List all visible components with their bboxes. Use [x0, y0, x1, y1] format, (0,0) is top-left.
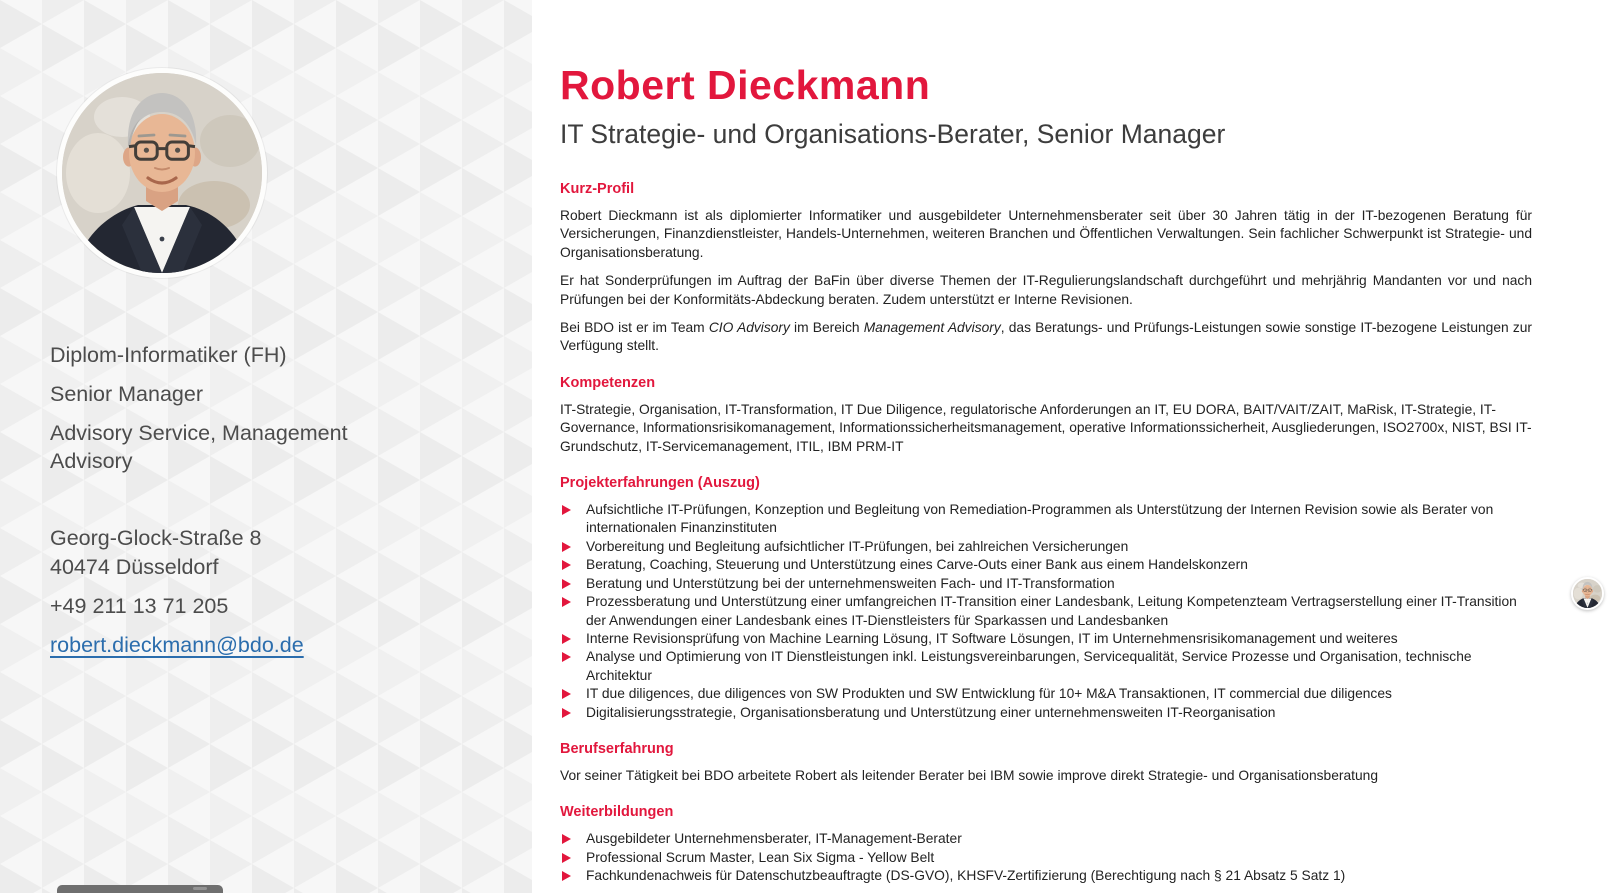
pattern-triangle-icon	[378, 264, 420, 312]
pattern-triangle-icon	[84, 480, 126, 528]
contact-block	[50, 524, 402, 660]
pattern-triangle-icon	[0, 576, 42, 624]
pattern-triangle-icon	[504, 768, 532, 816]
pattern-triangle-icon	[210, 264, 252, 312]
pattern-triangle-icon	[210, 744, 252, 792]
pattern-triangle-icon	[504, 816, 532, 864]
pattern-triangle-icon	[336, 48, 378, 96]
section-title: Kurz-Profil	[560, 181, 635, 197]
pattern-triangle-icon	[504, 96, 532, 144]
pattern-triangle-icon	[0, 624, 42, 672]
bullet-arrow-icon	[562, 579, 571, 589]
pattern-triangle-icon	[336, 144, 378, 192]
mini-avatar	[1571, 577, 1604, 610]
bullet-item	[560, 704, 1532, 722]
pattern-triangle-icon	[462, 648, 504, 696]
address-city: 40474 Düsseldorf	[50, 555, 219, 579]
bullet-text: Fachkundenachweis für Datenschutzbeauftragte (DS-GVO), KHSFV-Zertifizierung (Berechtigung nach § 21 Absatz 5 Satz 1)	[586, 868, 1346, 884]
pattern-triangle-icon	[0, 240, 42, 288]
pattern-triangle-icon	[504, 384, 532, 432]
pattern-triangle-icon	[504, 672, 532, 720]
floating-toolbar-edge[interactable]	[57, 885, 223, 893]
pattern-triangle-icon	[84, 672, 126, 720]
pattern-triangle-icon	[168, 0, 210, 48]
pattern-triangle-icon	[294, 0, 336, 24]
bullet-arrow-icon	[562, 505, 571, 515]
bullet-item	[560, 685, 1532, 703]
pattern-triangle-icon	[336, 96, 378, 144]
pattern-triangle-icon	[462, 840, 504, 888]
pattern-triangle-icon	[0, 144, 42, 192]
sidebar	[0, 0, 532, 893]
pattern-triangle-icon	[504, 288, 532, 336]
pattern-triangle-icon	[336, 0, 378, 48]
pattern-triangle-icon	[84, 720, 126, 768]
pattern-triangle-icon	[0, 0, 42, 48]
credential-department: Advisory Service, Management Advisory	[50, 421, 348, 473]
pattern-triangle-icon	[0, 816, 42, 864]
pattern-triangle-icon	[336, 720, 378, 768]
pattern-triangle-icon	[504, 720, 532, 768]
pattern-triangle-icon	[0, 480, 42, 528]
text-run: Vor seiner Tätigkeit bei BDO arbeitete Robert als leitender Berater bei IBM sowie improve direkt Strategie- und Organisationsberatung	[560, 767, 1379, 783]
pattern-triangle-icon	[420, 384, 462, 432]
pattern-triangle-icon	[336, 816, 378, 864]
bullet-text: Digitalisierungsstrategie, Organisationsberatung und Unterstützung einer unternehmensweiten IT-Reorganisation	[586, 704, 1276, 720]
pattern-triangle-icon	[462, 504, 504, 552]
pattern-triangle-icon	[504, 528, 532, 576]
bullet-arrow-icon	[562, 834, 571, 844]
section-projekterfahrungen	[560, 475, 1532, 722]
pattern-triangle-icon	[294, 24, 336, 72]
bullet-text: Aufsichtliche IT-Prüfungen, Konzeption und Begleitung von Remediation-Programmen als Unterstützung der Internen Revision sowie als Berater von internationalen Finanzinstituten	[586, 502, 1494, 536]
section-weiterbildungen	[560, 804, 1532, 885]
pattern-triangle-icon	[504, 144, 532, 192]
bullet-item	[560, 501, 1532, 538]
bullet-arrow-icon	[562, 560, 571, 570]
pattern-triangle-icon	[210, 24, 252, 72]
credential-degree: Diplom-Informatiker (FH)	[50, 343, 287, 367]
pattern-triangle-icon	[0, 48, 42, 96]
pattern-triangle-icon	[462, 120, 504, 168]
italic-text-run: Management Advisory	[863, 320, 1001, 336]
pattern-triangle-icon	[504, 0, 532, 48]
email-link[interactable]: robert.dieckmann@bdo.de	[50, 633, 304, 657]
bullet-item	[560, 849, 1532, 867]
pattern-triangle-icon	[252, 288, 294, 336]
pattern-triangle-icon	[504, 240, 532, 288]
pattern-triangle-icon	[504, 192, 532, 240]
pattern-triangle-icon	[0, 672, 42, 720]
pattern-triangle-icon	[420, 144, 462, 192]
pattern-triangle-icon	[0, 528, 42, 576]
pattern-triangle-icon	[84, 816, 126, 864]
bullet-arrow-icon	[562, 871, 571, 881]
pattern-triangle-icon	[252, 48, 294, 96]
pattern-triangle-icon	[378, 72, 420, 120]
section-title: Kompetenzen	[560, 374, 656, 391]
pattern-triangle-icon	[42, 744, 84, 792]
toolbar-handle-icon	[193, 887, 207, 890]
pattern-triangle-icon	[378, 168, 420, 216]
pattern-triangle-icon	[504, 48, 532, 96]
bullet-item	[560, 538, 1532, 556]
pattern-triangle-icon	[462, 744, 504, 792]
pattern-triangle-icon	[462, 552, 504, 600]
bullet-arrow-icon	[562, 542, 571, 552]
pattern-triangle-icon	[294, 888, 336, 893]
pattern-triangle-icon	[210, 792, 252, 840]
pattern-triangle-icon	[0, 384, 42, 432]
pattern-triangle-icon	[126, 24, 168, 72]
pattern-triangle-icon	[252, 816, 294, 864]
pattern-triangle-icon	[504, 480, 532, 528]
pattern-triangle-icon	[462, 216, 504, 264]
text-run: , das Beratungs- und Prüfungs-Leistungen sowie sonstige IT-bezogene Leistungen zur Verfügung stellt.	[560, 320, 1533, 354]
pattern-triangle-icon	[462, 600, 504, 648]
pattern-triangle-icon	[0, 336, 42, 384]
pattern-triangle-icon	[252, 672, 294, 720]
pattern-triangle-icon	[42, 264, 84, 312]
pattern-triangle-icon	[462, 168, 504, 216]
pattern-triangle-icon	[462, 408, 504, 456]
bullet-item	[560, 648, 1532, 685]
pattern-triangle-icon	[378, 696, 420, 744]
bullet-arrow-icon	[562, 853, 571, 863]
bullet-text: Beratung und Unterstützung bei der unternehmensweiten Fach- und IT-Transformation	[586, 575, 1115, 591]
pattern-triangle-icon	[252, 480, 294, 528]
section-kompetenzen	[560, 375, 1532, 456]
pattern-triangle-icon	[420, 432, 462, 480]
pattern-triangle-icon	[462, 792, 504, 840]
pattern-triangle-icon	[252, 240, 294, 288]
bullet-text: IT due diligences, due diligences von SW Produkten und SW Entwicklung für 10+ M&A Transaktionen, IT commercial due diligences	[586, 686, 1392, 702]
pattern-triangle-icon	[84, 768, 126, 816]
paragraph	[560, 319, 1532, 356]
pattern-triangle-icon	[336, 288, 378, 336]
pattern-triangle-icon	[210, 696, 252, 744]
pattern-triangle-icon	[126, 792, 168, 840]
pattern-triangle-icon	[378, 120, 420, 168]
pattern-triangle-icon	[0, 288, 42, 336]
paragraph	[560, 767, 1532, 785]
section-kurz-profil	[560, 181, 1532, 356]
italic-text-run: CIO Advisory	[708, 320, 790, 336]
bullet-text: Professional Scrum Master, Lean Six Sigma - Yellow Belt	[586, 849, 935, 865]
pattern-triangle-icon	[294, 840, 336, 888]
pattern-triangle-icon	[84, 288, 126, 336]
pattern-triangle-icon	[252, 720, 294, 768]
pattern-triangle-icon	[420, 816, 462, 864]
pattern-triangle-icon	[42, 0, 84, 24]
pattern-triangle-icon	[84, 0, 126, 48]
pattern-triangle-icon	[336, 240, 378, 288]
pattern-triangle-icon	[420, 576, 462, 624]
pattern-triangle-icon	[336, 192, 378, 240]
pattern-triangle-icon	[336, 864, 378, 893]
pattern-triangle-icon	[294, 216, 336, 264]
paragraph	[560, 401, 1532, 456]
pattern-triangle-icon	[378, 840, 420, 888]
pattern-triangle-icon	[504, 432, 532, 480]
pattern-triangle-icon	[0, 864, 42, 893]
pattern-triangle-icon	[420, 48, 462, 96]
paragraph	[560, 272, 1532, 309]
pattern-triangle-icon	[420, 864, 462, 893]
pattern-triangle-icon	[420, 528, 462, 576]
pattern-triangle-icon	[0, 192, 42, 240]
pattern-triangle-icon	[210, 0, 252, 24]
pattern-triangle-icon	[294, 264, 336, 312]
pattern-triangle-icon	[126, 744, 168, 792]
pattern-triangle-icon	[420, 720, 462, 768]
pattern-triangle-icon	[462, 360, 504, 408]
pattern-triangle-icon	[462, 24, 504, 72]
pattern-triangle-icon	[210, 840, 252, 888]
pattern-triangle-icon	[294, 120, 336, 168]
pattern-triangle-icon	[462, 0, 504, 24]
bullet-item	[560, 867, 1532, 885]
pattern-triangle-icon	[168, 720, 210, 768]
pattern-triangle-icon	[0, 96, 42, 144]
pattern-triangle-icon	[504, 864, 532, 893]
pattern-triangle-icon	[378, 744, 420, 792]
pattern-triangle-icon	[378, 792, 420, 840]
pattern-triangle-icon	[420, 0, 462, 48]
pattern-triangle-icon	[378, 24, 420, 72]
pattern-triangle-icon	[462, 696, 504, 744]
pattern-triangle-icon	[168, 816, 210, 864]
pattern-triangle-icon	[252, 864, 294, 893]
pattern-triangle-icon	[504, 336, 532, 384]
pattern-triangle-icon	[462, 312, 504, 360]
pattern-triangle-icon	[252, 0, 294, 48]
sections-container	[560, 181, 1532, 886]
main-content	[560, 0, 1532, 893]
text-run: Robert Dieckmann ist als diplomierter Informatiker und ausgebildeter Unternehmensberater seit über 30 Jahren tätig in der IT-bezogenen Beratung für Versicherungen, Finanzdienstleister, Handels-Unternehmen, weiteren Branchen und Öffentlichen Verwaltungen. Sein fachlicher Schwerpunkt ist Strategie- und Organisationsberatung.	[560, 208, 1532, 260]
page-title: Robert Dieckmann	[560, 62, 931, 108]
pattern-triangle-icon	[420, 288, 462, 336]
pattern-triangle-icon	[420, 336, 462, 384]
section-title: Projekterfahrungen (Auszug)	[560, 475, 760, 492]
pattern-triangle-icon	[420, 192, 462, 240]
text-run: Er hat Sonderprüfungen im Auftrag der BaFin über diverse Themen der IT-Regulierungslandschaft durchgeführt und mehrjährig Mandanten vor und nach Prüfungen bei der Konformitäts-Abdeckung beraten. Zudem unterstützt er Interne Revisionen.	[560, 273, 1532, 307]
section-title: Berufserfahrung	[560, 740, 674, 757]
bullet-text: Analyse und Optimierung von IT Dienstleistungen inkl. Leistungsvereinbarungen, Servicequalität, Service Prozesse und Organisation, technische Architektur	[586, 649, 1472, 683]
pattern-triangle-icon	[378, 0, 420, 24]
pattern-triangle-icon	[504, 624, 532, 672]
pattern-triangle-icon	[168, 480, 210, 528]
bullet-item	[560, 575, 1532, 593]
pattern-triangle-icon	[420, 240, 462, 288]
pattern-triangle-icon	[0, 720, 42, 768]
text-run: Bei BDO ist er im Team	[560, 320, 709, 336]
pattern-triangle-icon	[462, 72, 504, 120]
pattern-triangle-icon	[294, 168, 336, 216]
pattern-triangle-icon	[0, 768, 42, 816]
bullet-item	[560, 593, 1532, 630]
pattern-triangle-icon	[462, 888, 504, 893]
pattern-triangle-icon	[378, 888, 420, 893]
bullet-arrow-icon	[562, 708, 571, 718]
pattern-triangle-icon	[294, 696, 336, 744]
paragraph	[560, 207, 1532, 262]
bullet-arrow-icon	[562, 597, 571, 607]
pattern-triangle-icon	[462, 456, 504, 504]
pattern-triangle-icon	[42, 792, 84, 840]
pattern-triangle-icon	[126, 840, 168, 888]
bullet-item	[560, 556, 1532, 574]
pattern-triangle-icon	[504, 576, 532, 624]
section-berufserfahrung	[560, 741, 1532, 785]
bullet-item	[560, 630, 1532, 648]
bullet-text: Prozessberatung und Unterstützung einer umfangreichen IT-Transition einer Landesbank, Leitung Kompetenzteam Vertragserstellung einer IT-Transition der Anwendungen einer Landesbank eines IT-Dienstleisters für Sparkassen und Landesbanken	[586, 594, 1517, 628]
bullet-arrow-icon	[562, 689, 571, 699]
pattern-triangle-icon	[420, 672, 462, 720]
pattern-triangle-icon	[168, 768, 210, 816]
address-street: Georg-Glock-Straße 8	[50, 526, 262, 550]
credential-title: Senior Manager	[50, 382, 203, 406]
section-title: Weiterbildungen	[560, 804, 674, 821]
pattern-triangle-icon	[252, 768, 294, 816]
bullet-arrow-icon	[562, 634, 571, 644]
profile-photo	[57, 68, 267, 278]
pattern-triangle-icon	[126, 696, 168, 744]
pattern-triangle-icon	[420, 96, 462, 144]
credentials-block	[50, 341, 402, 486]
pattern-triangle-icon	[126, 0, 168, 24]
phone-number: +49 211 13 71 205	[50, 594, 229, 618]
pattern-triangle-icon	[378, 216, 420, 264]
pattern-triangle-icon	[420, 768, 462, 816]
pattern-triangle-icon	[336, 480, 378, 528]
text-run: im Bereich	[789, 320, 864, 336]
pattern-triangle-icon	[420, 480, 462, 528]
pattern-triangle-icon	[336, 768, 378, 816]
pattern-triangle-icon	[336, 672, 378, 720]
bullet-item	[560, 830, 1532, 848]
pattern-triangle-icon	[42, 696, 84, 744]
bullet-text: Vorbereitung und Begleitung aufsichtlicher IT-Prüfungen, bei zahlreichen Versicherungen	[586, 538, 1129, 554]
bullet-arrow-icon	[562, 652, 571, 662]
pattern-triangle-icon	[462, 264, 504, 312]
page-subtitle: IT Strategie- und Organisations-Berater, Senior Manager	[560, 119, 1226, 149]
pattern-triangle-icon	[294, 72, 336, 120]
text-run: IT-Strategie, Organisation, IT-Transformation, IT Due Diligence, regulatorische Anforderungen an IT, EU DORA, BAIT/VAIT/ZAIT, MaRisk, IT-Strategie, IT-Governance, Informationsrisikomanagement, Informationssicherheitsmanagement, operative Informationssicherheit, Ausgliederungen, ISO2700x, NIST, BSI IT-Grundschutz, IT-Servicemanagement, ITIL, IBM PRM-IT	[560, 401, 1532, 454]
pattern-triangle-icon	[168, 672, 210, 720]
pattern-triangle-icon	[294, 744, 336, 792]
bullet-text: Interne Revisionsprüfung von Machine Learning Lösung, IT Software Lösungen, IT im Unternehmensrisikomanagement und weiteres	[586, 630, 1398, 646]
pattern-triangle-icon	[42, 840, 84, 888]
pattern-triangle-icon	[420, 624, 462, 672]
pattern-triangle-icon	[42, 24, 84, 72]
bullet-text: Ausgebildeter Unternehmensberater, IT-Management-Berater	[586, 831, 962, 847]
pattern-triangle-icon	[0, 432, 42, 480]
pattern-triangle-icon	[168, 288, 210, 336]
pattern-triangle-icon	[294, 792, 336, 840]
bullet-text: Beratung, Coaching, Steuerung und Unterstützung eines Carve-Outs einer Bank aus einem Handelskonzern	[586, 557, 1248, 573]
